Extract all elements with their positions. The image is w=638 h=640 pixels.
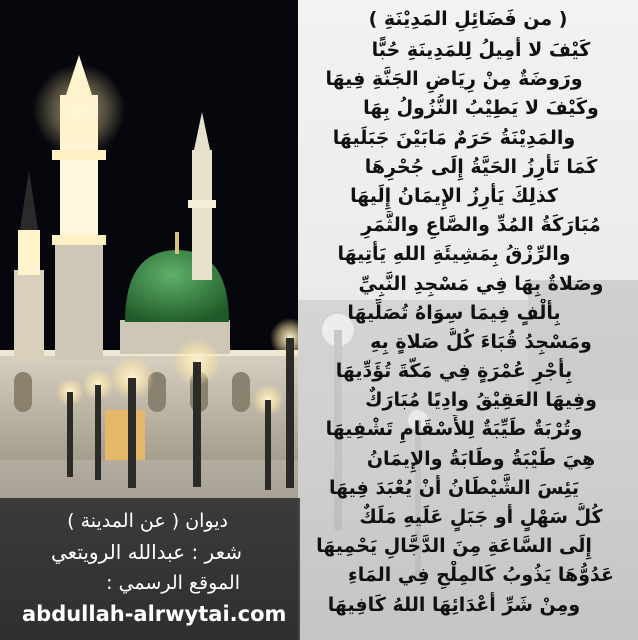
site-label: الموقع الرسمي : — [106, 572, 240, 594]
verse-line: عَدُوُّهَا يَذُوبُ كَالمِلْحِ فِي المَاءِ — [348, 564, 614, 587]
verse-line: وكَيْفَ لا يَطِيْبُ النُّزُولُ بِهَا — [363, 97, 599, 120]
verse-line: كُلُّ سَهْلٍ أَو جَبَلٍ عَلَيهِ مَلَكٌ — [359, 506, 603, 528]
verse-line: وصَلاةٌ بِهَا فِي مَسْجِدِ النَّبِيِّ — [358, 272, 604, 295]
verse-line: ومَسْجِدُ قُبَاءَ كُلُّ صَلاةٍ بِهِ — [370, 330, 592, 353]
caption-box — [0, 498, 300, 640]
verse-line: والمَدِيْنَةُ حَرَمٌ مَابَيْنَ جَبَلَيهَا — [332, 126, 576, 149]
verse-line: بِأَلْفٍ فِيمَا سِوَاهُ تُصَلِّيهَا — [347, 301, 561, 324]
verse-line: كذلِكَ يَأْرِزُ الإِيمَانُ إِلَيهَا — [350, 184, 558, 207]
poem-verses — [306, 36, 628, 620]
verse-line: ورَوضَةٌ مِنْ رِيَاضِ الجَنَّةِ فِيهَا — [325, 68, 583, 91]
verse-line: هِيَ طَيْبَةُ وطَابَةُ والإِيمَانُ — [366, 447, 596, 470]
diwan-title: ديوان ( عن المدينة ) — [67, 510, 228, 532]
site-url: abdullah-alrwytai.com — [22, 602, 287, 626]
verse-line: وتُرْبَةٌ طَيِّبَةٌ لِلأَسْقَامِ تَشْفِيهَا — [325, 418, 583, 441]
verse-line: مُبَارَكَةُ المُدِّ والصَّاعِ والثَّمَرِ — [361, 214, 601, 237]
verse-line: يَئِسَ الشَّيْطَانُ أَنْ يُعْبَدَ فِيهَا — [329, 476, 579, 499]
verse-line: وفِيهَا العَقِيْقُ وادِيًا مُبَارَكٌ — [365, 389, 597, 412]
verse-line: ومِنْ شَرِّ أَعْدَائِهَا اللهُ كَافِيهَا — [327, 593, 581, 616]
verse-line: إِلَى السَّاعَةِ مِنَ الدَّجَّالِ يَحْمِيهَا — [316, 535, 592, 558]
poet-name: شعر : عبدالله الرويتعي — [51, 540, 242, 564]
verse-line: كَمَا تَأْرِزُ الحَيَّةُ إِلَى جُحْرِهَا — [364, 155, 598, 178]
poem-panel — [298, 0, 638, 640]
verse-line: والرِّزْقُ بِمَشِيئَةِ اللهِ يَأْتِيهَا — [337, 243, 571, 266]
verse-line: كَيْفَ لا أَمِيلُ لِلمَدِينَةِ حُبًّا — [371, 39, 591, 61]
verse-line: بِأَجْرِ عُمْرَةٍ فِي مَكَّةَ تُؤَدِّيهَا — [335, 360, 573, 383]
poem-title: ( من فَضَائِلِ المَدِيْنَةِ ) — [368, 8, 568, 30]
